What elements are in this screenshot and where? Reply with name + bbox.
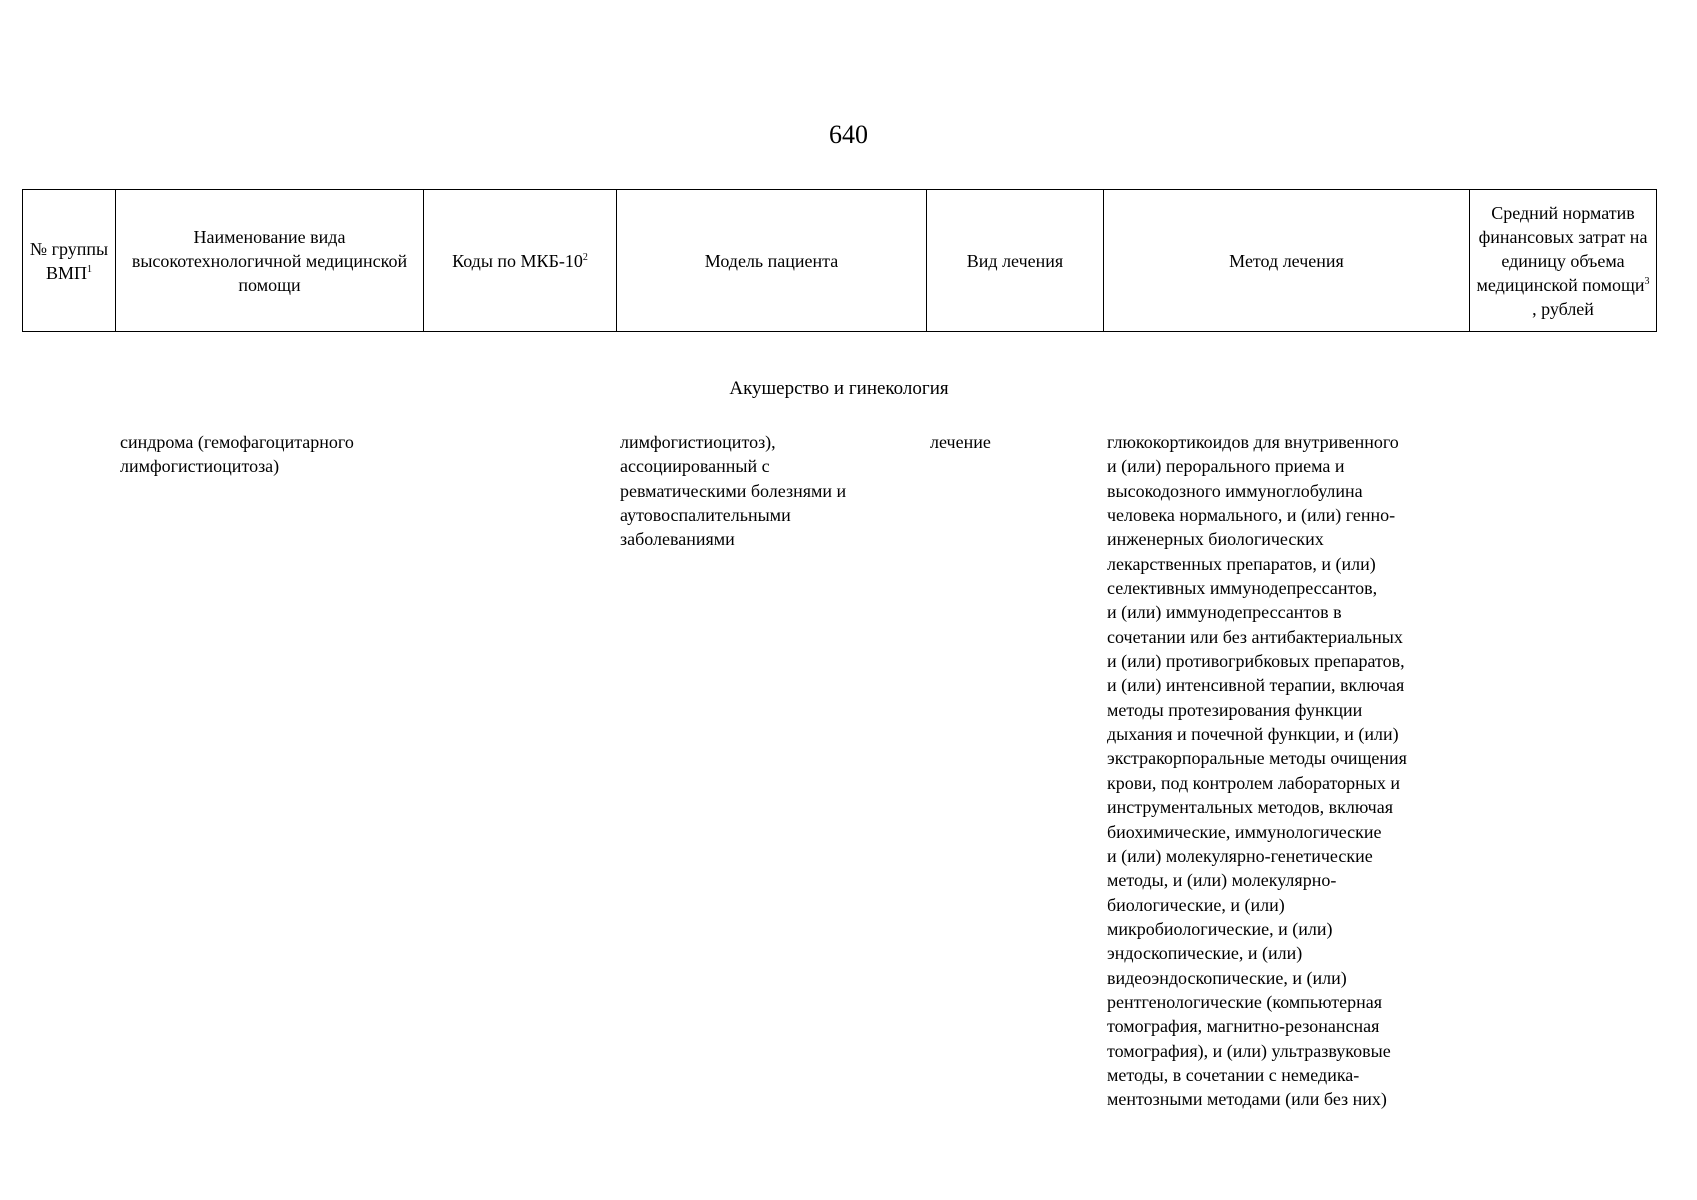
- column-header-icd-codes: Коды по МКБ-$10^2$: [424, 190, 617, 332]
- row-treatment-method: глюкокортикоидов для внутривенного и (или) перорального приема и высокодозного иммуноглобулина человека нормального, и (или) генно- инженерных биологических лекарственных препаратов, и (или) селективных иммунодепрессантов, и (или) иммунодепрессантов в сочетании или без антибактериальных и (или) противогрибковых препаратов, и (или) интенсивной терапии, включая методы протезирования функции дыхания и почечной функции, и (или) экстракорпоральные методы очищения крови, под контролем лабораторных и инструментальных методов, включая биохимические, иммунологические и (или) молекулярно-генетические методы, и (или) молекулярно- биологические, и (или) микробиологические, и (или) эндоскопические, и (или) видеоэндоскопические, и (или) рентгенологические (компьютерная томография, магнитно-резонансная томография), и (или) ультразвуковые методы, в сочетании с немедика- ментозными методами (или без них): [1107, 432, 1407, 1110]
- column-header-care-name: Наименование вида высокотехнологичной медицинской помощи: [116, 190, 424, 332]
- column-header-treatment-method: Метод лечения: [1104, 190, 1470, 332]
- column-header-treatment-type: Вид лечения: [927, 190, 1104, 332]
- page-number: 640: [829, 120, 868, 149]
- row-care-name: синдрома (гемофагоцитарного лимфогистиоцитоза): [120, 432, 354, 477]
- column-header-cost-standard: Средний норматив финансовых затрат на единицу объема медицинской помощи$^3$ , рублей: [1470, 190, 1657, 332]
- column-header-group-number: № группы ВМП$^1$: [23, 190, 116, 332]
- row-treatment-type: лечение: [930, 432, 991, 452]
- section-title: Акушерство и гинекология: [729, 378, 949, 399]
- table-header: [22, 189, 1657, 332]
- column-header-patient-model: Модель пациента: [617, 190, 927, 332]
- row-patient-model: лимфогистиоцитоз), ассоциированный с ревматическими болезнями и аутовоспалительными заболеваниями: [620, 432, 847, 550]
